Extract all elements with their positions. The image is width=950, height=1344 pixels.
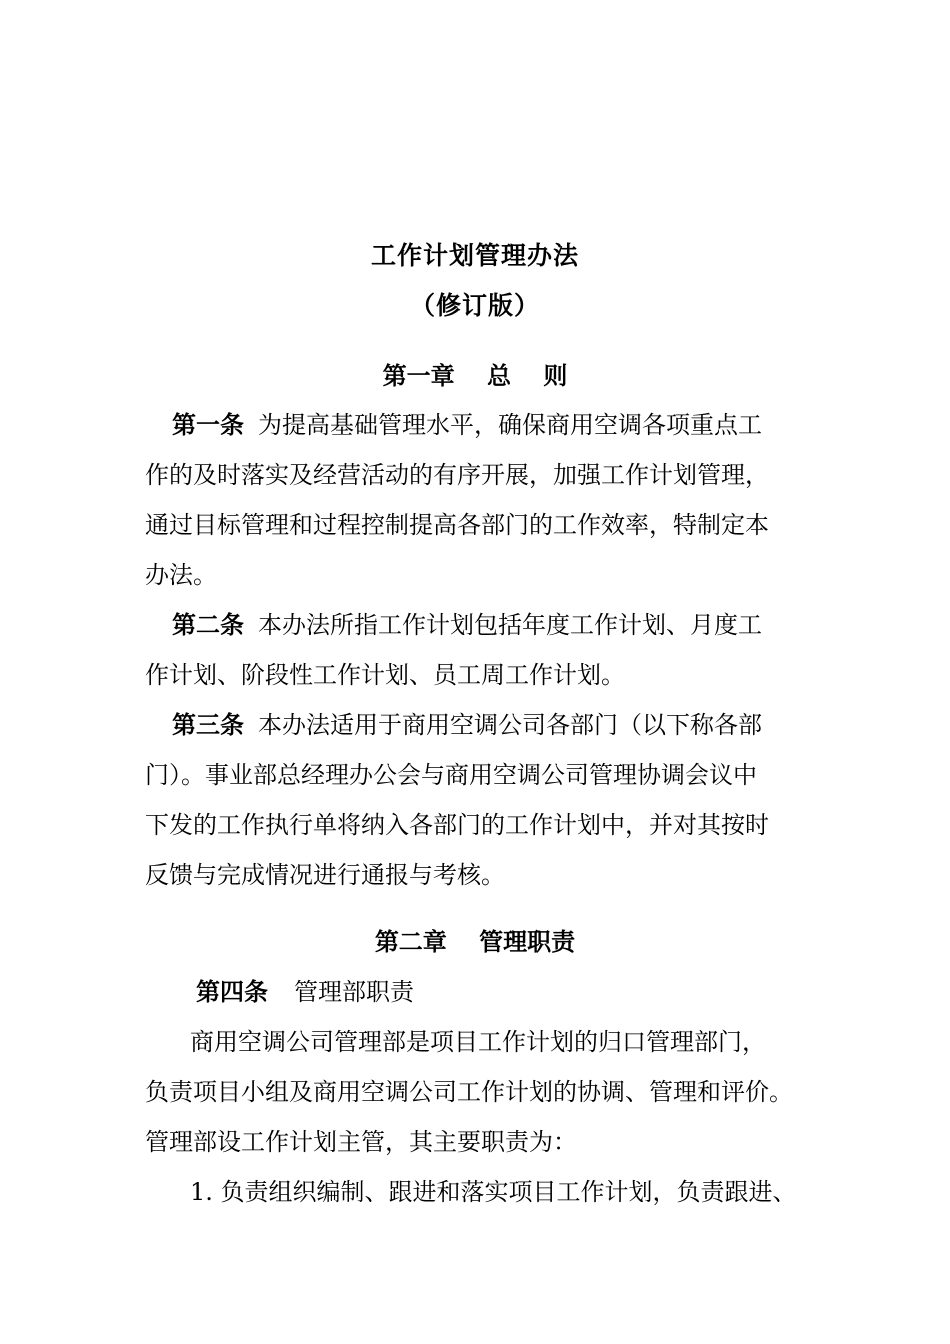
- article-3-text: 本办法适用于商用空调公司各部门（以下称各部: [258, 711, 762, 739]
- article-2-label: 第二条: [172, 611, 244, 639]
- article-3-first-line: [172, 710, 762, 740]
- article-3-line: 门）。事业部总经理办公会与商用空调公司管理协调会议中: [145, 761, 757, 789]
- article-3-line: 下发的工作执行单将纳入各部门的工作计划中，并对其按时: [145, 811, 769, 839]
- article-4-label: 第四条: [196, 978, 268, 1006]
- document-title: 工作计划管理办法: [370, 241, 579, 270]
- chapter-2-title: 第二章 管理职责: [374, 928, 576, 956]
- article-4-list-item: 1. 负责组织编制、跟进和落实项目工作计划，负责跟进、: [190, 1178, 797, 1206]
- article-2-line: 作计划、阶段性工作计划、员工周工作计划。: [145, 661, 625, 689]
- article-1-line: 作的及时落实及经营活动的有序开展，加强工作计划管理，: [145, 461, 769, 489]
- article-2-first-line: [172, 610, 762, 640]
- article-1-line: 通过目标管理和过程控制提高各部门的工作效率，特制定本: [145, 511, 769, 539]
- article-1-first-line: [172, 410, 762, 440]
- article-1-line: 办法。: [145, 561, 217, 589]
- chapter-1-title: 第一章 总 则: [382, 362, 568, 390]
- article-2-text: 本办法所指工作计划包括年度工作计划、月度工: [258, 611, 762, 639]
- article-3-label: 第三条: [172, 711, 244, 739]
- document-subtitle: （修订版）: [409, 291, 540, 320]
- article-3-line: 反馈与完成情况进行通报与考核。: [145, 861, 505, 889]
- article-4-line: 管理部设工作计划主管，其主要职责为：: [145, 1128, 577, 1156]
- article-1-text: 为提高基础管理水平，确保商用空调各项重点工: [258, 411, 762, 439]
- article-4-heading: 管理部职责: [294, 978, 414, 1006]
- article-1-label: 第一条: [172, 411, 244, 439]
- article-4-line: 商用空调公司管理部是项目工作计划的归口管理部门，: [190, 1028, 766, 1056]
- article-4-heading-line: [196, 977, 414, 1007]
- article-4-line: 负责项目小组及商用空调公司工作计划的协调、管理和评价。: [145, 1078, 793, 1106]
